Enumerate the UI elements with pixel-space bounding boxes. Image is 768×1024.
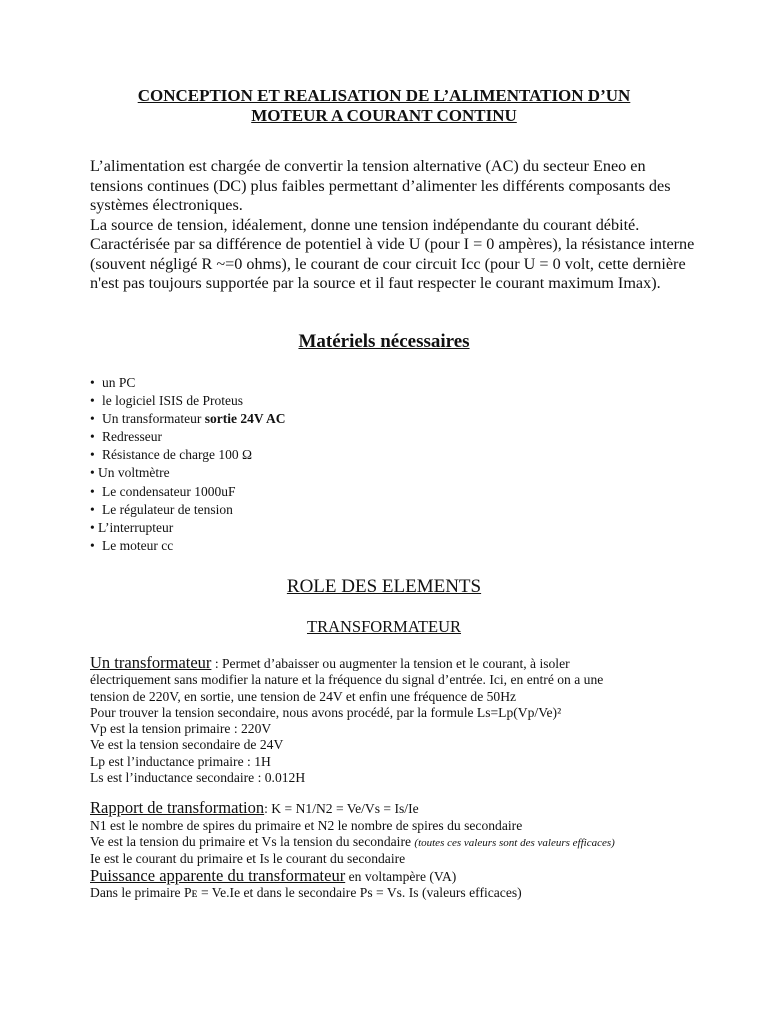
bullet-icon: • bbox=[90, 429, 95, 445]
text-line: Ie est le courant du primaire et Is le courant du secondaire bbox=[90, 851, 406, 867]
title-line-1: CONCEPTION ET REALISATION DE L’ALIMENTATION D’UN bbox=[137, 86, 631, 105]
list-item: • L’interrupteur bbox=[90, 519, 285, 537]
text-line: Lp est l’inductance primaire : 1H bbox=[90, 753, 271, 769]
note: (toutes ces valeurs sont des valeurs efficaces) bbox=[414, 836, 615, 849]
intro-section bbox=[90, 157, 700, 294]
rapport-heading bbox=[90, 800, 700, 817]
transfo-label: Un transformateur bbox=[90, 653, 212, 672]
bullet-icon: • bbox=[90, 411, 95, 427]
list-item: • Un voltmètre bbox=[90, 464, 285, 482]
item-emphasis: sortie 24V AC bbox=[204, 411, 286, 427]
rapport-label: Rapport de transformation bbox=[90, 798, 265, 818]
puissance-unit: en voltampère (VA) bbox=[345, 868, 457, 884]
puissance-heading bbox=[90, 865, 700, 885]
text-line: N1 est le nombre de spires du primaire et N2 le nombre de spires du secondaire bbox=[90, 817, 523, 833]
text-line: Vp est la tension primaire : 220V bbox=[90, 721, 272, 737]
list-item: • Le moteur cc bbox=[90, 537, 285, 555]
text-line: tension de 220V, en sortie, une tension de 24V et enfin une fréquence de 50Hz bbox=[90, 688, 517, 704]
transformateur-section bbox=[90, 655, 700, 901]
transfo-definition: Un transformateur : Permet d’abaisser ou augmenter la tension et le courant, à isoler bbox=[90, 653, 570, 672]
text-line: Ls est l’inductance secondaire : 0.012H bbox=[90, 770, 306, 786]
bullet-icon: • bbox=[90, 465, 95, 481]
bullet-icon: • bbox=[90, 447, 95, 463]
text-line: Dans le primaire Pᴇ = Ve.Ie et dans le secondaire Ps = Vs. Is (valeurs efficaces) bbox=[90, 884, 522, 900]
bullet-icon: • bbox=[90, 537, 95, 553]
list-item: • un PC bbox=[90, 374, 285, 392]
bullet-icon: • bbox=[90, 375, 95, 390]
list-item: • Résistance de charge 100 Ω bbox=[90, 446, 285, 464]
bullet-icon: • bbox=[90, 483, 95, 499]
list-item: • le logiciel ISIS de Proteus bbox=[90, 392, 285, 410]
intro-paragraph-2: La source de tension, idéalement, donne une tension indépendante du courant débité. Caractérisée par sa différence de potentiel à vide U (pour I = 0 ampères), la résistance interne (souvent négligé R ~=0 ohms), le courant de cour circuit Icc (pour U = 0 volt, cette dernière n'est pas toujours supportée par la source et il faut respecter le courant maximum Imax). bbox=[90, 215, 695, 292]
text-line: électriquement sans modifier la nature et la fréquence du signal d’entrée. Ici, en entré on a une bbox=[90, 672, 604, 688]
materiels-list bbox=[90, 374, 285, 555]
rapport-formula: : K = N1/N2 = Ve/Vs = Is/Ie bbox=[264, 801, 419, 817]
list-item: • Le régulateur de tension bbox=[90, 501, 285, 519]
bullet-icon: • bbox=[90, 393, 95, 409]
text-line: Pour trouver la tension secondaire, nous avons procédé, par la formule Ls=Lp(Vp/Ve)² bbox=[90, 704, 562, 720]
list-item: • Redresseur bbox=[90, 428, 285, 446]
list-item: • Le condensateur 1000uF bbox=[90, 483, 285, 501]
puissance-label: Puissance apparente du transformateur bbox=[90, 865, 346, 885]
materiels-heading: Matériels nécessaires bbox=[298, 331, 470, 352]
title-line-2: MOTEUR A COURANT CONTINU bbox=[251, 106, 517, 125]
bullet-icon: • bbox=[90, 519, 95, 535]
transformateur-heading: TRANSFORMATEUR bbox=[306, 617, 462, 636]
document-title bbox=[90, 86, 678, 126]
text-line: Ve est la tension du primaire et Vs la tension du secondaire (toutes ces valeurs sont des valeurs efficaces) bbox=[90, 833, 615, 849]
intro-paragraph-1: L’alimentation est chargée de convertir la tension alternative (AC) du secteur Eneo en tensions continues (DC) plus faibles permettant d’alimenter les différents composants des systèmes électroniques. bbox=[90, 157, 671, 214]
bullet-icon: • bbox=[90, 501, 95, 517]
list-item: • Un transformateur sortie 24V AC bbox=[90, 410, 285, 428]
text-line: Ve est la tension secondaire de 24V bbox=[90, 737, 284, 753]
role-heading: ROLE DES ELEMENTS bbox=[286, 576, 482, 597]
